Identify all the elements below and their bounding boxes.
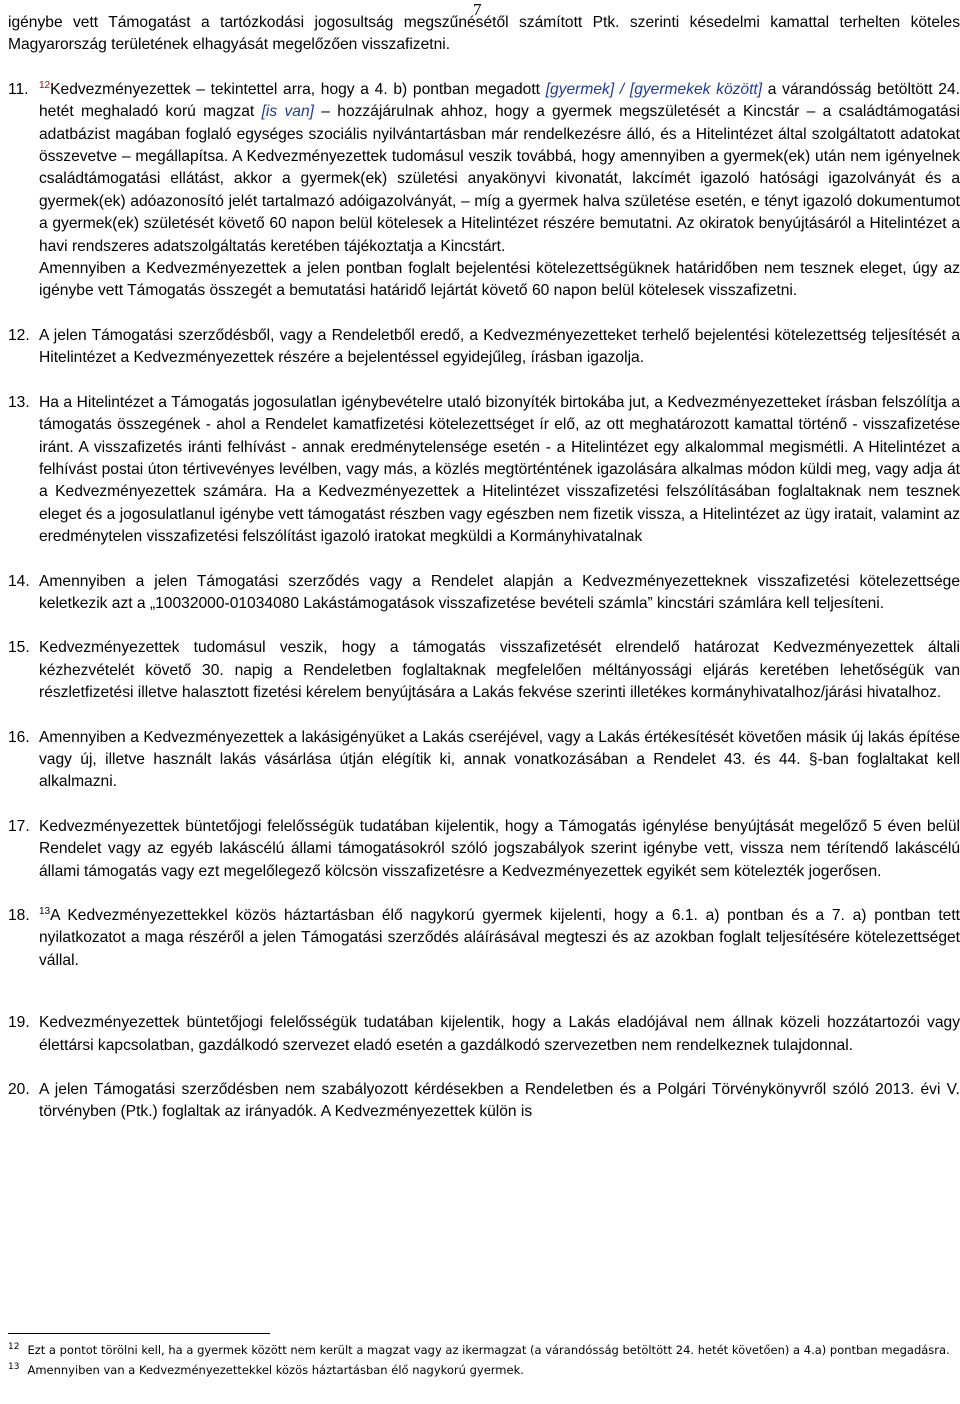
- document-body: [8, 12, 960, 1124]
- section-text: Kedvezményezettek tudomásul veszik, hogy a támogatás visszafizetését elrendelő határozat Kedvezményezettek általi kézhezvételét követő 30. napig a Rendeletben foglaltaknak megfelelően méltányossági eljárás keretében lehetőségük van részletfizetési illetve halasztott fizetési kérelem benyújtására a Lakás fekvése szerinti illetékes kormányhivatalhoz/járási hivatalhoz.: [39, 639, 960, 702]
- section-text: a várandósság betöltött 24. hetét meghaladó korú magzat: [39, 80, 960, 121]
- section-19: [8, 1012, 960, 1057]
- section-text: Kedvezményezettek – tekintettel arra, hogy a 4. b) pontban megadott: [50, 80, 546, 98]
- page-number: 7: [473, 0, 482, 19]
- footnote-text: Ezt a pontot törölni kell, ha a gyermek között nem került a magzat vagy az ikermagzat (a várandósság betöltött 24. hetét követően) a 4.a) pontban megadásra.: [27, 1343, 950, 1357]
- section-text: A jelen Támogatási szerződésből, vagy a Rendeletből eredő, a Kedvezményezetteket terhelő bejelentési kötelezettség teljesítését a Hitelintézet a Kedvezményezettek részére a bejelentéssel egyidejűleg, írásban igazolja.: [39, 326, 960, 367]
- footnote-number: 12: [8, 1342, 20, 1353]
- section-number: 17.: [8, 817, 30, 835]
- footnote-ref-12: 12: [39, 79, 51, 91]
- footnote-number: 13: [8, 1362, 20, 1373]
- section-15: [8, 637, 960, 704]
- section-12: [8, 325, 960, 370]
- section-13: [8, 392, 960, 549]
- section-text: Amennyiben a Kedvezményezettek a lakásigényüket a Lakás cseréjével, vagy a Lakás értékesítését követően másik új lakás építése vagy új, illetve használt lakás vásárlása útján elégítik ki, annak vonatkozásában a Rendelet 43. és 44. §-ban foglaltakat kell alkalmazni.: [39, 728, 960, 791]
- section-18: [8, 905, 960, 972]
- section-text: Kedvezményezettek büntetőjogi felelősségük tudatában kijelentik, hogy a Támogatás igénylése benyújtását megelőző 5 éven belül Rendelet vagy az egyéb lakáscélú állami támogatásokról szóló jogszabályok szerint igénybe vett, vissza nem térítendő lakáscélú állami támogatás vagy ezt megelőlegező kölcsön visszafizetésre a Kedvezményezettek egyikét sem kötelezték jogerősen.: [39, 817, 960, 880]
- section-number: 12.: [8, 326, 30, 344]
- section-16: [8, 727, 960, 794]
- section-text: A Kedvezményezettekkel közös háztartásban élő nagykorú gyermek kijelenti, hogy a 6.1. a) pontban és a 7. a) pontban tett nyilatkozatot a maga részéről a jelen Támogatási szerződés aláírásával megteszi és az azokban foglalt teljesítésére kötelezettséget vállal.: [39, 907, 960, 969]
- section-11-continuation: Amennyiben a Kedvezményezettek a jelen pontban foglalt bejelentési kötelezettségüknek határidőben nem tesznek eleget, úgy az igénybe vett Támogatás összegét a bemutatási határidő lejártát követő 60 napon belül kötelesek visszafizetni.: [39, 260, 960, 300]
- section-number: 13.: [8, 393, 30, 411]
- section-20: [8, 1079, 960, 1124]
- footnotes: [8, 1340, 960, 1380]
- placeholder-text: [gyermek] / [gyermekek között]: [545, 80, 763, 98]
- section-14: [8, 571, 960, 616]
- section-text: A jelen Támogatási szerződésben nem szabályozott kérdésekben a Rendeletben és a Polgári Törvénykönyvről szóló 2013. évi V. törvényben (Ptk.) foglaltak az irányadók. A Kedvezményezettek külön is: [39, 1081, 960, 1121]
- section-11: [8, 79, 960, 258]
- intro-paragraph: igénybe vett Támogatást a tartózkodási jogosultság megszűnésétől számított Ptk. szerinti késedelmi kamattal terhelten köteles Magyarország területének elhagyását megelőzően visszafizetni.: [8, 14, 960, 54]
- section-text: Amennyiben a jelen Támogatási szerződés vagy a Rendelet alapján a Kedvezményezetteknek visszafizetési kötelezettsége keletkezik azt a „10032000-01034080 Lakástámogatások visszafizetése bevételi számla” kincstári számlára kell teljesíteni.: [39, 572, 960, 612]
- section-number: 15.: [8, 639, 30, 657]
- section-number: 11.: [8, 80, 29, 98]
- footnote-divider: [8, 1333, 270, 1334]
- section-17: [8, 816, 960, 883]
- section-number: 14.: [8, 572, 30, 590]
- footnote-ref-13: 13: [39, 905, 51, 917]
- footnote-13: [8, 1360, 960, 1380]
- footnote-12: [8, 1340, 960, 1360]
- section-number: 19.: [8, 1014, 30, 1032]
- section-text: – hozzájárulnak ahhoz, hogy a gyermek megszületését a Kincstár – a családtámogatási adatbázist magában foglaló egységes szociális nyilvántartásban már rendelkezésre álló, és a Hitelintézet által szolgáltatott adatokat összevetve – megállapítsa. A Kedvezményezettek tudomásul veszik továbbá, hogy amennyiben a gyermek(ek) után nem igényelnek családtámogatási ellátást, akkor a gyermek(ek) születési anyakönyvi kivonatát, lakcímét igazoló hatósági igazolványát és a gyermek(ek) adóazonosító jelét tartalmazó adóigazolványát, – míg a gyermek halva születése esetén, e tényt igazoló dokumentumot a gyermek(ek) születését követő 60 napon belül kötelesek a Hitelintézet részére bemutatni. Az okiratok benyújtásáról a Hitelintézet a havi rendszeres adatszolgáltatás keretében tájékoztatja a Kincstárt.: [39, 103, 960, 255]
- section-text: Ha a Hitelintézet a Támogatás jogosulatlan igénybevételre utaló bizonyíték birtokába jut, a Kedvezményezetteket írásban felszólítja a támogatás összegének - ahol a Rendelet kamatfizetési kötelezettséget ír elő, az ott meghatározott kamattal történő - visszafizetése iránt. A visszafizetés iránti felhívást - annak eredménytelensége esetén - a Hitelintézet egy alkalommal megismétli. A Hitelintézet a felhívást postai úton tértivevényes levélben, vagy más, a közlés megtörténtének igazolására alkalmas módon küldi meg, vagy adja át a Kedvezményezettek számára. Ha a Kedvezményezettek a Hitelintézet visszafizetési felszólításában foglaltaknak nem tesznek eleget és a jogosulatlanul igénybe vett támogatást részben vagy egészben nem fizetik vissza, a Hitelintézet az ügy iratait, valamint az eredménytelen visszafizetési felszólítást igazoló iratokat megküldi a Kormányhivatalnak: [39, 393, 960, 546]
- section-number: 18.: [8, 907, 30, 924]
- section-text: Kedvezményezettek büntetőjogi felelősségük tudatában kijelentik, hogy a Lakás eladójával nem állnak közeli hozzátartozói vagy élettársi kapcsolatban, gazdálkodó szervezet eladó esetén a gazdálkodó szervezetben nem rendelkeznek tulajdonnal.: [39, 1014, 960, 1054]
- footnote-text: Amennyiben van a Kedvezményezettekkel közös háztartásban élő nagykorú gyermek.: [27, 1363, 524, 1377]
- placeholder-text: [is van]: [261, 103, 314, 121]
- section-number: 16.: [8, 728, 30, 746]
- section-number: 20.: [8, 1081, 30, 1099]
